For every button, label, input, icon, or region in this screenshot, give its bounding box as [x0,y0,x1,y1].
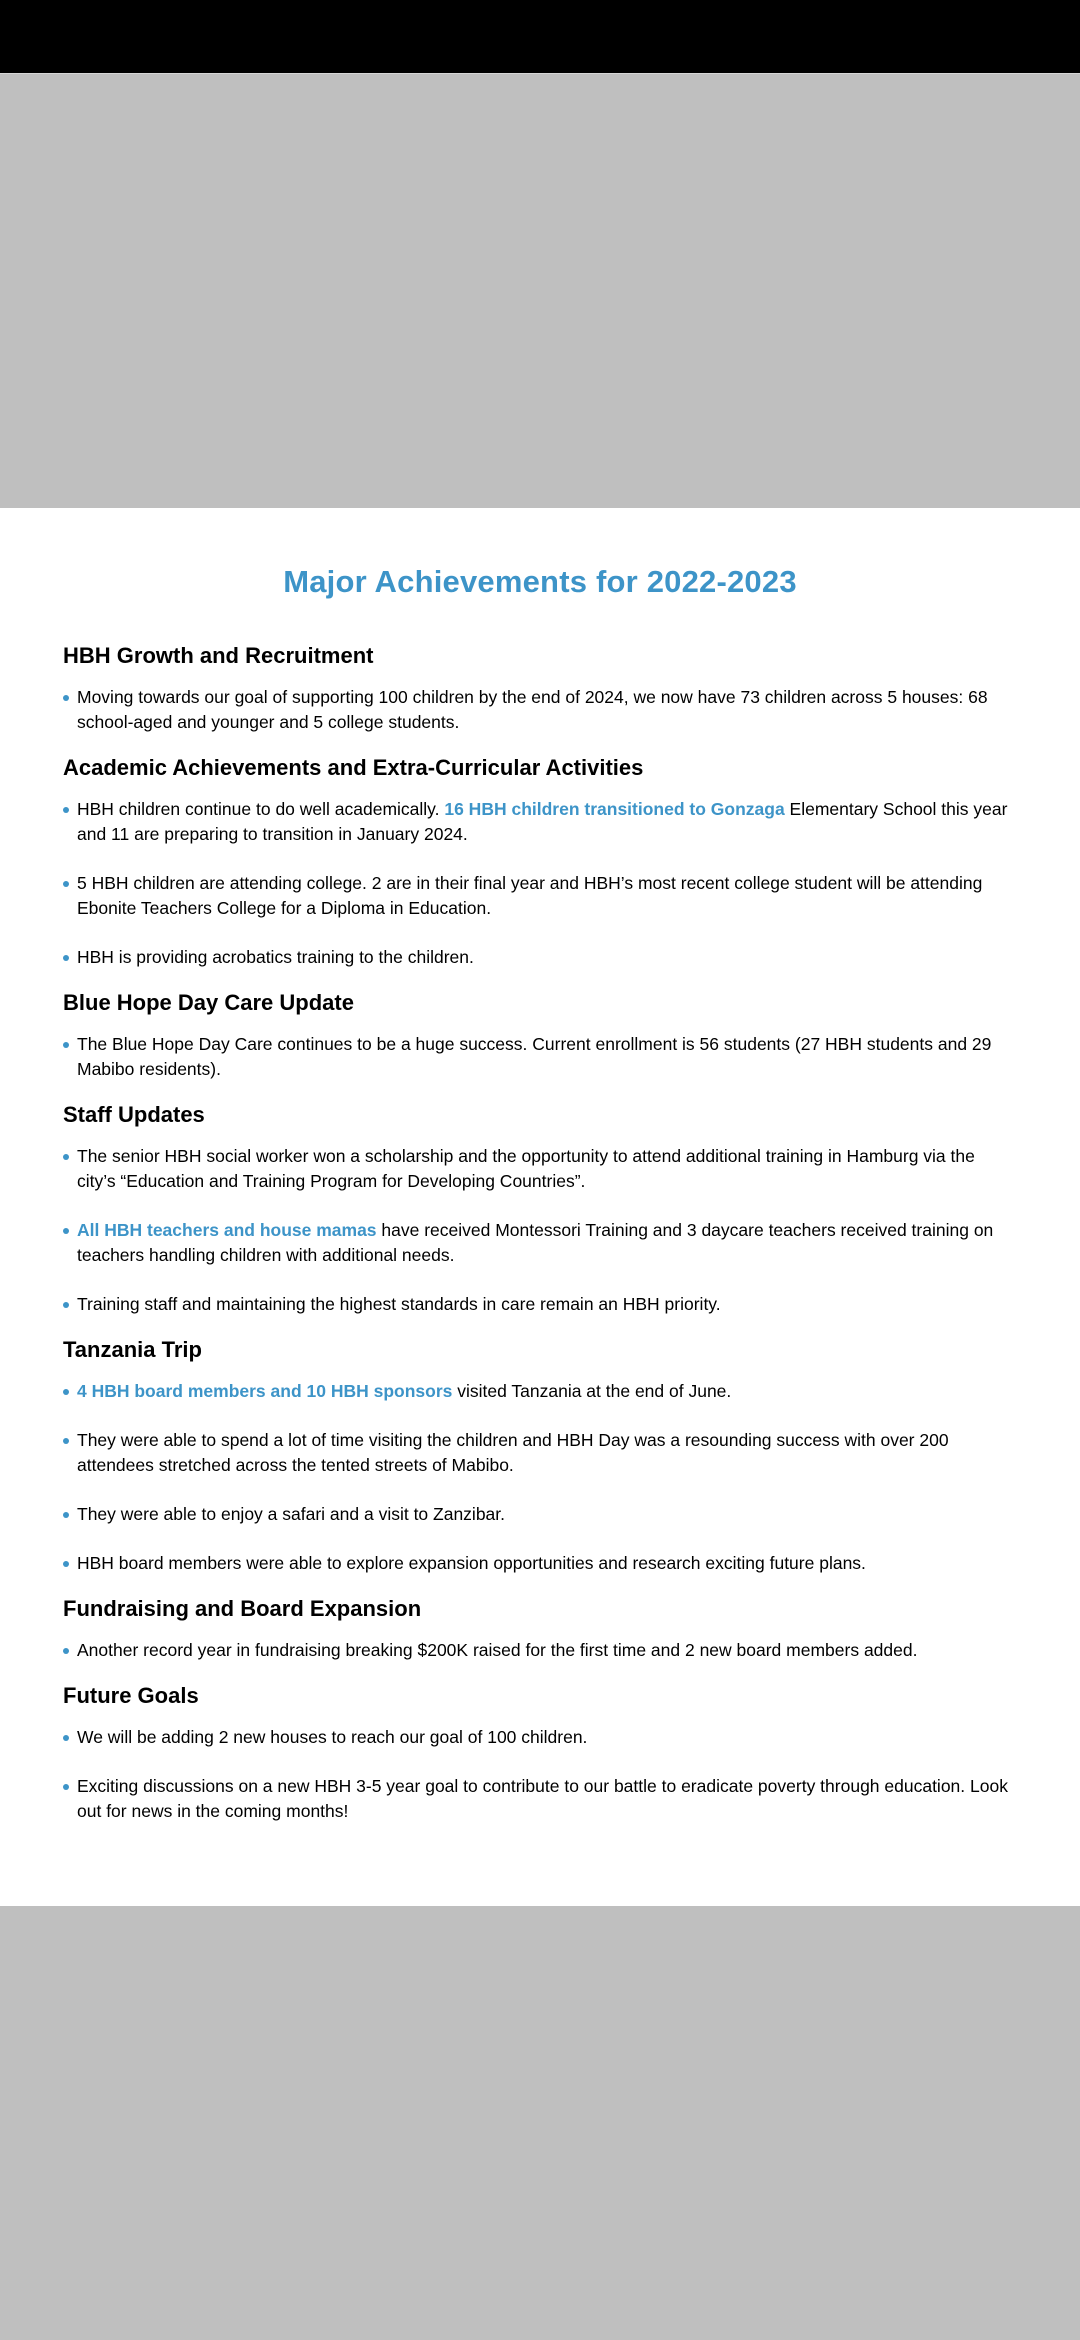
section-heading: Blue Hope Day Care Update [63,990,354,1015]
section-heading: Future Goals [63,1683,199,1708]
section-heading: Fundraising and Board Expansion [63,1596,422,1621]
section [63,1596,1013,1663]
section [63,1337,1013,1576]
viewer-background-top [0,73,1080,508]
status-bar [0,0,1080,73]
document-sections [63,643,1013,1844]
bullet-item [63,1032,1013,1082]
bullet-text: The Blue Hope Day Care continues to be a huge success. Current enrollment is 56 students (27 HBH students and 29 Mabibo residents). [77,1034,992,1079]
bullet-item [63,1144,1013,1194]
bullet-item [63,1725,1013,1750]
bullet-item [63,1638,1013,1663]
viewer-background-bottom [0,1906,1080,2340]
bullet-item [63,1428,1013,1478]
highlighted-text: All HBH teachers and house mamas [77,1220,377,1240]
bullet-item [63,1551,1013,1576]
bullet-text: They were able to spend a lot of time visiting the children and HBH Day was a resounding success with over 200 attendees stretched across the tented streets of Mabibo. [77,1430,949,1475]
bullet-item [63,1502,1013,1527]
highlighted-text: 4 HBH board members and 10 HBH sponsors [77,1381,453,1401]
bullet-item [63,1379,1013,1404]
bullet-text: HBH board members were able to explore expansion opportunities and research exciting future plans. [77,1553,866,1573]
bullet-item [63,797,1013,847]
bullet-text: They were able to enjoy a safari and a visit to Zanzibar. [77,1504,506,1524]
section-heading: HBH Growth and Recruitment [63,643,374,668]
section [63,643,1013,735]
section [63,755,1013,970]
bullet-text: Moving towards our goal of supporting 100 children by the end of 2024, we now have 73 children across 5 houses: 68 school-aged and younger and 5 college students. [77,687,988,732]
bullet-text: We will be adding 2 new houses to reach our goal of 100 children. [77,1727,588,1747]
bullet-item [63,1218,1013,1268]
bullet-item [63,871,1013,921]
bullet-item [63,1774,1013,1824]
bullet-text: Training staff and maintaining the highest standards in care remain an HBH priority. [77,1294,721,1314]
bullet-text: Elementary School this year and 11 are preparing to transition in January 2024. [77,799,1008,844]
bullet-text: HBH children continue to do well academically. [77,799,445,819]
document-title: Major Achievements for 2022-2023 [283,564,797,599]
bullet-text: Exciting discussions on a new HBH 3-5 year goal to contribute to our battle to eradicate poverty through education. Look out for news in the coming months! [77,1776,1008,1821]
document-page[interactable] [0,508,1080,1906]
section [63,990,1013,1082]
bullet-item [63,945,1013,970]
bullet-text: visited Tanzania at the end of June. [452,1381,732,1401]
section-heading: Staff Updates [63,1102,205,1127]
highlighted-text: 16 HBH children transitioned to Gonzaga [444,799,785,819]
bullet-text: Another record year in fundraising breaking $200K raised for the first time and 2 new board members added. [77,1640,918,1660]
section-heading: Academic Achievements and Extra-Curricular Activities [63,755,644,780]
section [63,1102,1013,1317]
bullet-text: 5 HBH children are attending college. 2 are in their final year and HBH’s most recent college student will be attending Ebonite Teachers College for a Diploma in Education. [77,873,983,918]
bullet-text: The senior HBH social worker won a scholarship and the opportunity to attend additional training in Hamburg via the city’s “Education and Training Program for Developing Countries”. [77,1146,975,1191]
bullet-text: HBH is providing acrobatics training to the children. [77,947,474,967]
section [63,1683,1013,1824]
bullet-text: have received Montessori Training and 3 daycare teachers received training on teachers handling children with additional needs. [77,1220,994,1265]
section-heading: Tanzania Trip [63,1337,202,1362]
bullet-item [63,685,1013,735]
bullet-item [63,1292,1013,1317]
